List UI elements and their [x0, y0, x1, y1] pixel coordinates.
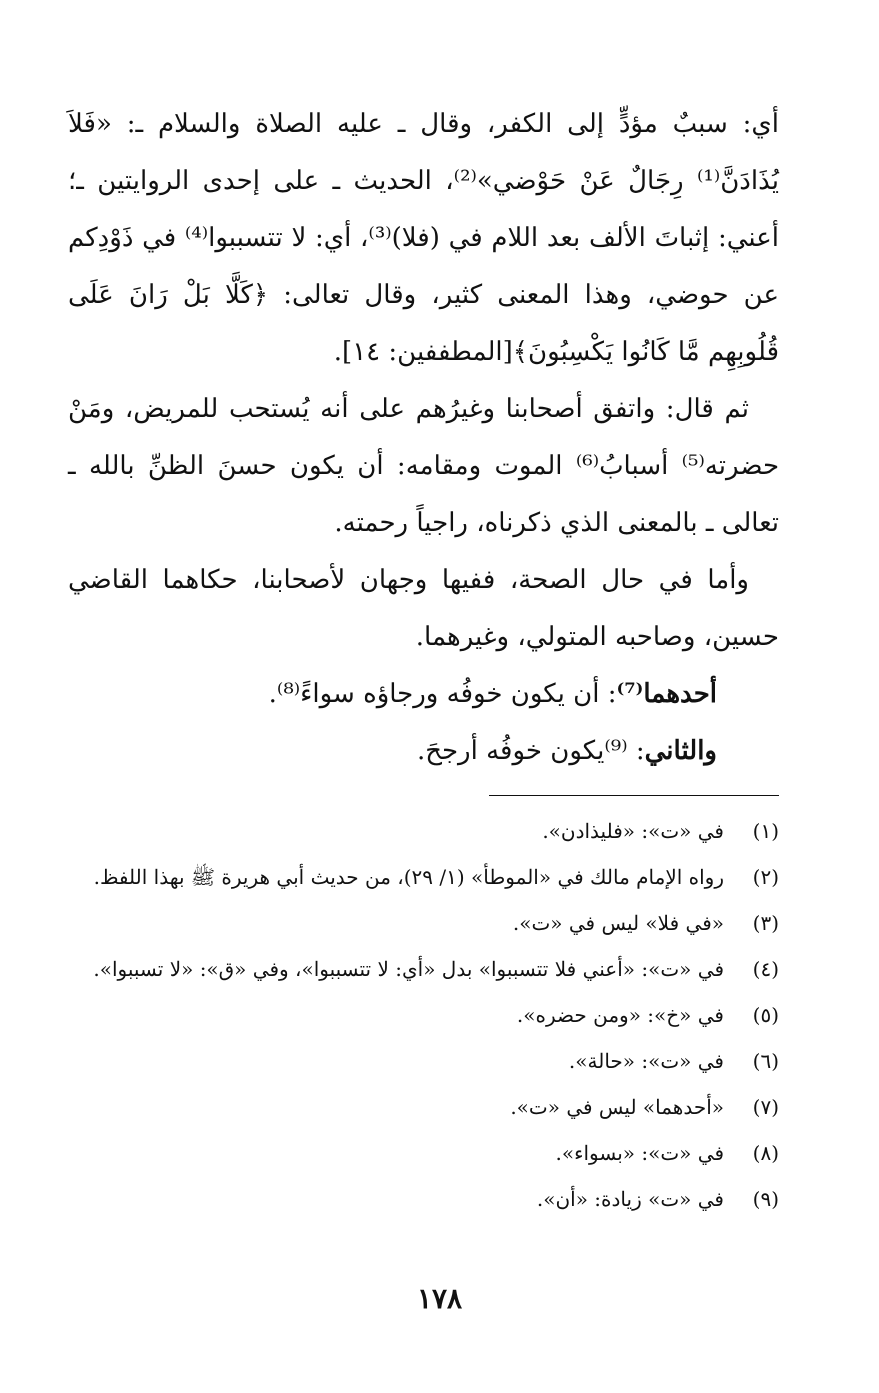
footnote-text: في «ت» زيادة: «أن». — [536, 1187, 724, 1211]
second-opinion-text: : ⁽⁹⁾يكون خوفُه أرجحَ. — [416, 736, 645, 766]
footnote-number: (٨) — [752, 1141, 779, 1165]
footnote-3 — [68, 904, 779, 942]
paragraph-2: ثم قال: واتفق أصحابنا وغيرُهم على أنه يُستحب للمريض، ومَنْ حضرته⁽⁵⁾ أسبابُ⁽⁶⁾ الموت ومقامه: أن يكون حسنَ الظنِّ بالله ـ تعالى ـ بالمعنى الذي ذكرناه، راجياً رحمته. — [68, 394, 780, 538]
footnote-4 — [68, 950, 779, 988]
footnote-2 — [68, 858, 779, 896]
footnote-8 — [68, 1134, 779, 1172]
footnote-number: (٤) — [752, 957, 779, 981]
footnote-number: (٥) — [752, 1003, 779, 1027]
footnote-text: في «ت»: «فليذادن». — [542, 819, 724, 843]
footnote-1 — [68, 812, 779, 850]
footnote-number: (٣) — [752, 911, 779, 935]
footnote-9 — [68, 1180, 779, 1218]
footnote-6 — [68, 1042, 779, 1080]
first-opinion-label: أحدهما⁽⁷⁾ — [616, 679, 717, 709]
footnote-number: (٩) — [752, 1187, 779, 1211]
footnote-5 — [68, 996, 779, 1034]
second-opinion-label: والثاني — [644, 736, 717, 766]
footnote-number: (٦) — [752, 1049, 779, 1073]
first-opinion — [68, 666, 779, 723]
first-opinion-text: : أن يكون خوفُه ورجاؤه سواءً⁽⁸⁾. — [268, 679, 617, 709]
footnote-text: في «ت»: «أعني فلا تتسببوا» بدل «أي: لا تتسببوا»، وفي «ق»: «لا تسببوا». — [93, 957, 724, 981]
footnote-text: في «ت»: «حالة». — [568, 1049, 724, 1073]
second-opinion — [68, 723, 779, 780]
page-number: ١٧٨ — [416, 1282, 463, 1315]
footnote-text: في «ت»: «بسواء». — [555, 1141, 724, 1165]
footnote-number: (١) — [752, 819, 779, 843]
footnote-number: (٢) — [752, 865, 779, 889]
paragraph-1: أي: سببٌ مؤدٍّ إلى الكفر، وقال ـ عليه الصلاة والسلام ـ: «فَلاَ يُذَادَنَّ⁽¹⁾ رِجَالٌ عَنْ حَوْضي»⁽²⁾، الحديث ـ على إحدى الروايتين ـ؛ أعني: إثباتَ الألف بعد اللام في (فلا)⁽³⁾، أي: لا تتسببوا⁽⁴⁾ في ذَوْدِكم عن حوضي، وهذا المعنى كثير، وقال تعالى: ﴿كَلَّا بَلْ رَانَ عَلَى قُلُوبِهِم مَّا كَانُوا يَكْسِبُونَ﴾[المطففين: ١٤]. — [68, 109, 779, 367]
footnote-number: (٧) — [752, 1095, 779, 1119]
footnote-divider — [489, 795, 779, 796]
main-text-block — [68, 96, 779, 780]
footnote-7 — [68, 1088, 779, 1126]
footnotes — [68, 812, 779, 1226]
footnote-text: رواه الإمام مالك في «الموطأ» (١/ ٢٩)، من حديث أبي هريرة ﷺ بهذا اللفظ. — [93, 865, 724, 889]
footnote-text: «في فلا» ليس في «ت». — [512, 911, 724, 935]
paragraph-3: وأما في حال الصحة، ففيها وجهان لأصحابنا، حكاهما القاضي حسين، وصاحبه المتولي، وغيرهما. — [68, 565, 779, 652]
footnote-text: في «خ»: «ومن حضره». — [516, 1003, 724, 1027]
footnote-text: «أحدهما» ليس في «ت». — [510, 1095, 724, 1119]
